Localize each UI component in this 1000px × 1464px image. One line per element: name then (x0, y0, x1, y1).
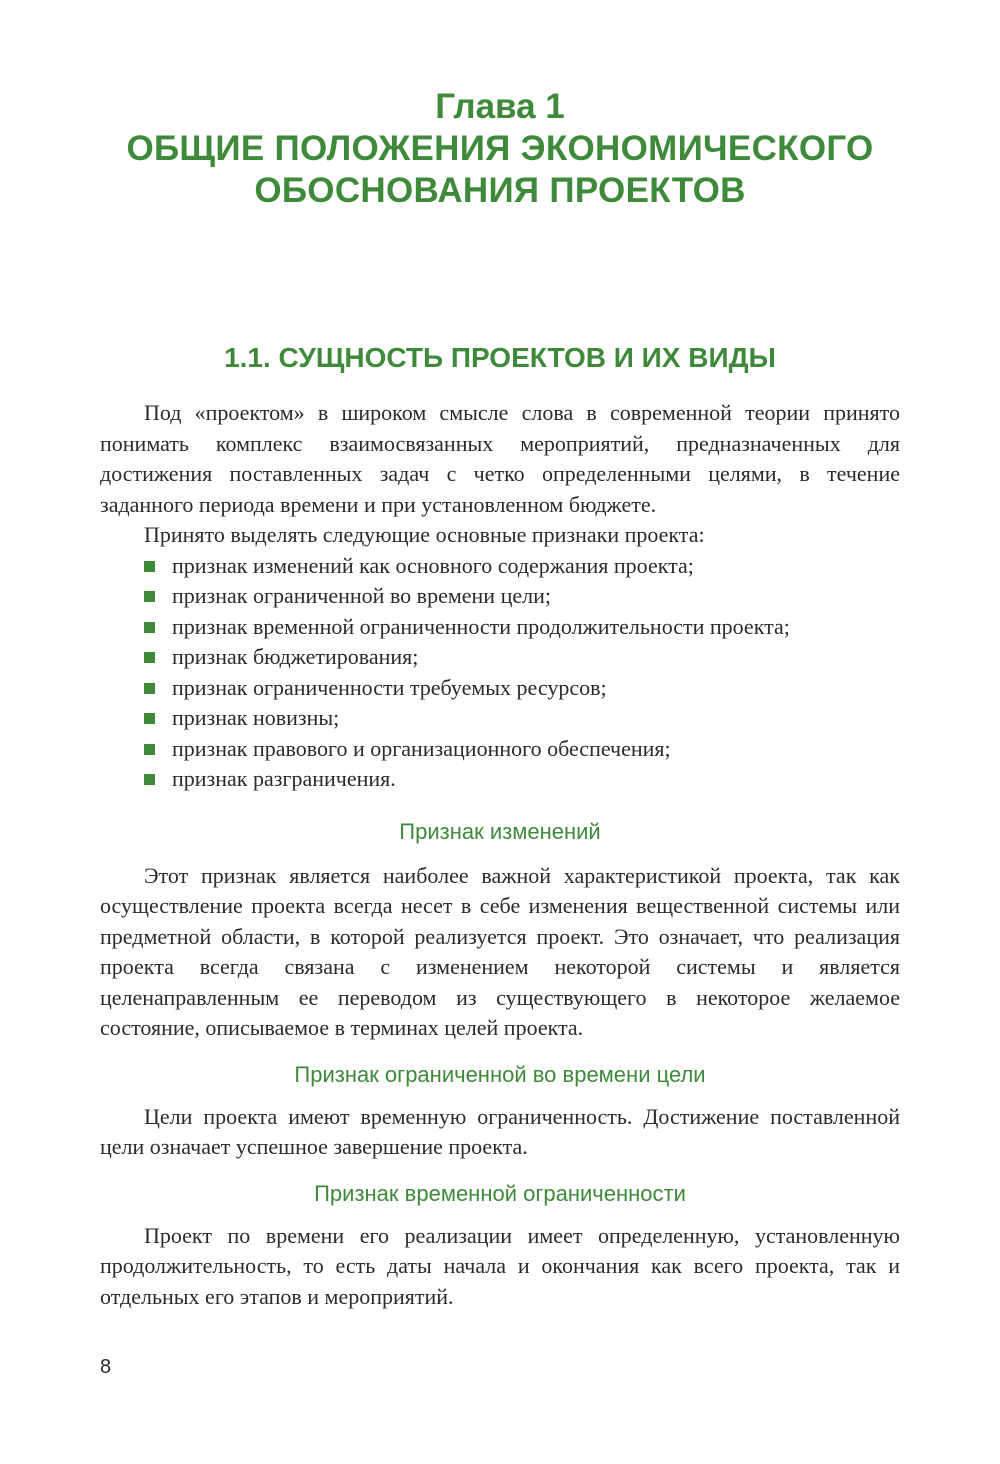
subheading-time-limited-goal: Признак ограниченной во времени цели (294, 1061, 706, 1087)
features-lead: Принято выделять следующие основные признаки проекта: (144, 522, 705, 547)
body-text (100, 398, 900, 1312)
chapter-title-line-1: ОБЩИЕ ПОЛОЖЕНИЯ ЭКОНОМИЧЕСКОГО (126, 129, 874, 168)
list-item-text: признак новизны; (172, 705, 340, 730)
paragraph-time-limitation: Проект по времени его реализации имеет определенную, установленную продолжительность, то есть даты начала и окончания как всего проекта, так и отдельных его этапов и мероприятий. (100, 1222, 900, 1309)
square-bullet-icon (144, 683, 155, 694)
subheading-time-limitation: Признак временной ограниченности (314, 1180, 686, 1206)
subheading-changes: Признак изменений (399, 818, 601, 844)
list-item-text: признак бюджетирования; (172, 644, 419, 669)
list-item-text: признак временной ограниченности продолжительности проекта; (172, 613, 790, 639)
intro-paragraph: Под «проектом» в широком смысле слова в современной теории принято понимать комплекс взаимосвязанных мероприятий, предназначенных для достижения поставленных задач с четко определенными целями, в течение заданного периода времени и при установленном бюджете. (100, 400, 900, 517)
square-bullet-icon (144, 561, 155, 572)
list-item-text: признак правового и организационного обеспечения; (172, 735, 671, 761)
list-item (144, 673, 900, 704)
square-bullet-icon (144, 744, 155, 755)
list-item (144, 642, 900, 673)
page-number: 8 (100, 1356, 112, 1378)
chapter-number: Глава 1 (435, 87, 565, 126)
list-item (144, 764, 900, 795)
list-item-text: признак ограниченной во времени цели; (172, 583, 551, 608)
list-item (144, 581, 900, 612)
list-item-text: признак изменений как основного содержания проекта; (172, 552, 694, 578)
chapter-title-line-2: ОБОСНОВАНИЯ ПРОЕКТОВ (254, 171, 746, 210)
square-bullet-icon (144, 774, 155, 785)
list-item (144, 612, 900, 643)
chapter-heading (100, 86, 900, 212)
list-item-text: признак ограниченности требуемых ресурсов; (172, 674, 607, 700)
features-list (100, 551, 900, 795)
list-item (144, 703, 900, 734)
section-title: 1.1. СУЩНОСТЬ ПРОЕКТОВ И ИХ ВИДЫ (224, 342, 776, 373)
list-item-text: признак разграничения. (172, 766, 396, 791)
paragraph-time-limited-goal: Цели проекта имеют временную ограниченность. Достижение поставленной цели означает успешное завершение проекта. (100, 1103, 900, 1159)
list-item (144, 551, 900, 582)
square-bullet-icon (144, 622, 155, 633)
paragraph-changes: Этот признак является наиболее важной характеристикой проекта, так как осуществление проекта всегда несет в себе изменения вещественной системы или предметной области, в которой реализуется проект. Это означает, что реализация проекта всегда связана с изменением некоторой системы и является целенаправленным ее переводом из существующего в некоторое желаемое состояние, описываемое в терминах целей проекта. (100, 862, 900, 1040)
square-bullet-icon (144, 591, 155, 602)
list-item (144, 734, 900, 765)
page (100, 0, 900, 1464)
square-bullet-icon (144, 713, 155, 724)
square-bullet-icon (144, 652, 155, 663)
